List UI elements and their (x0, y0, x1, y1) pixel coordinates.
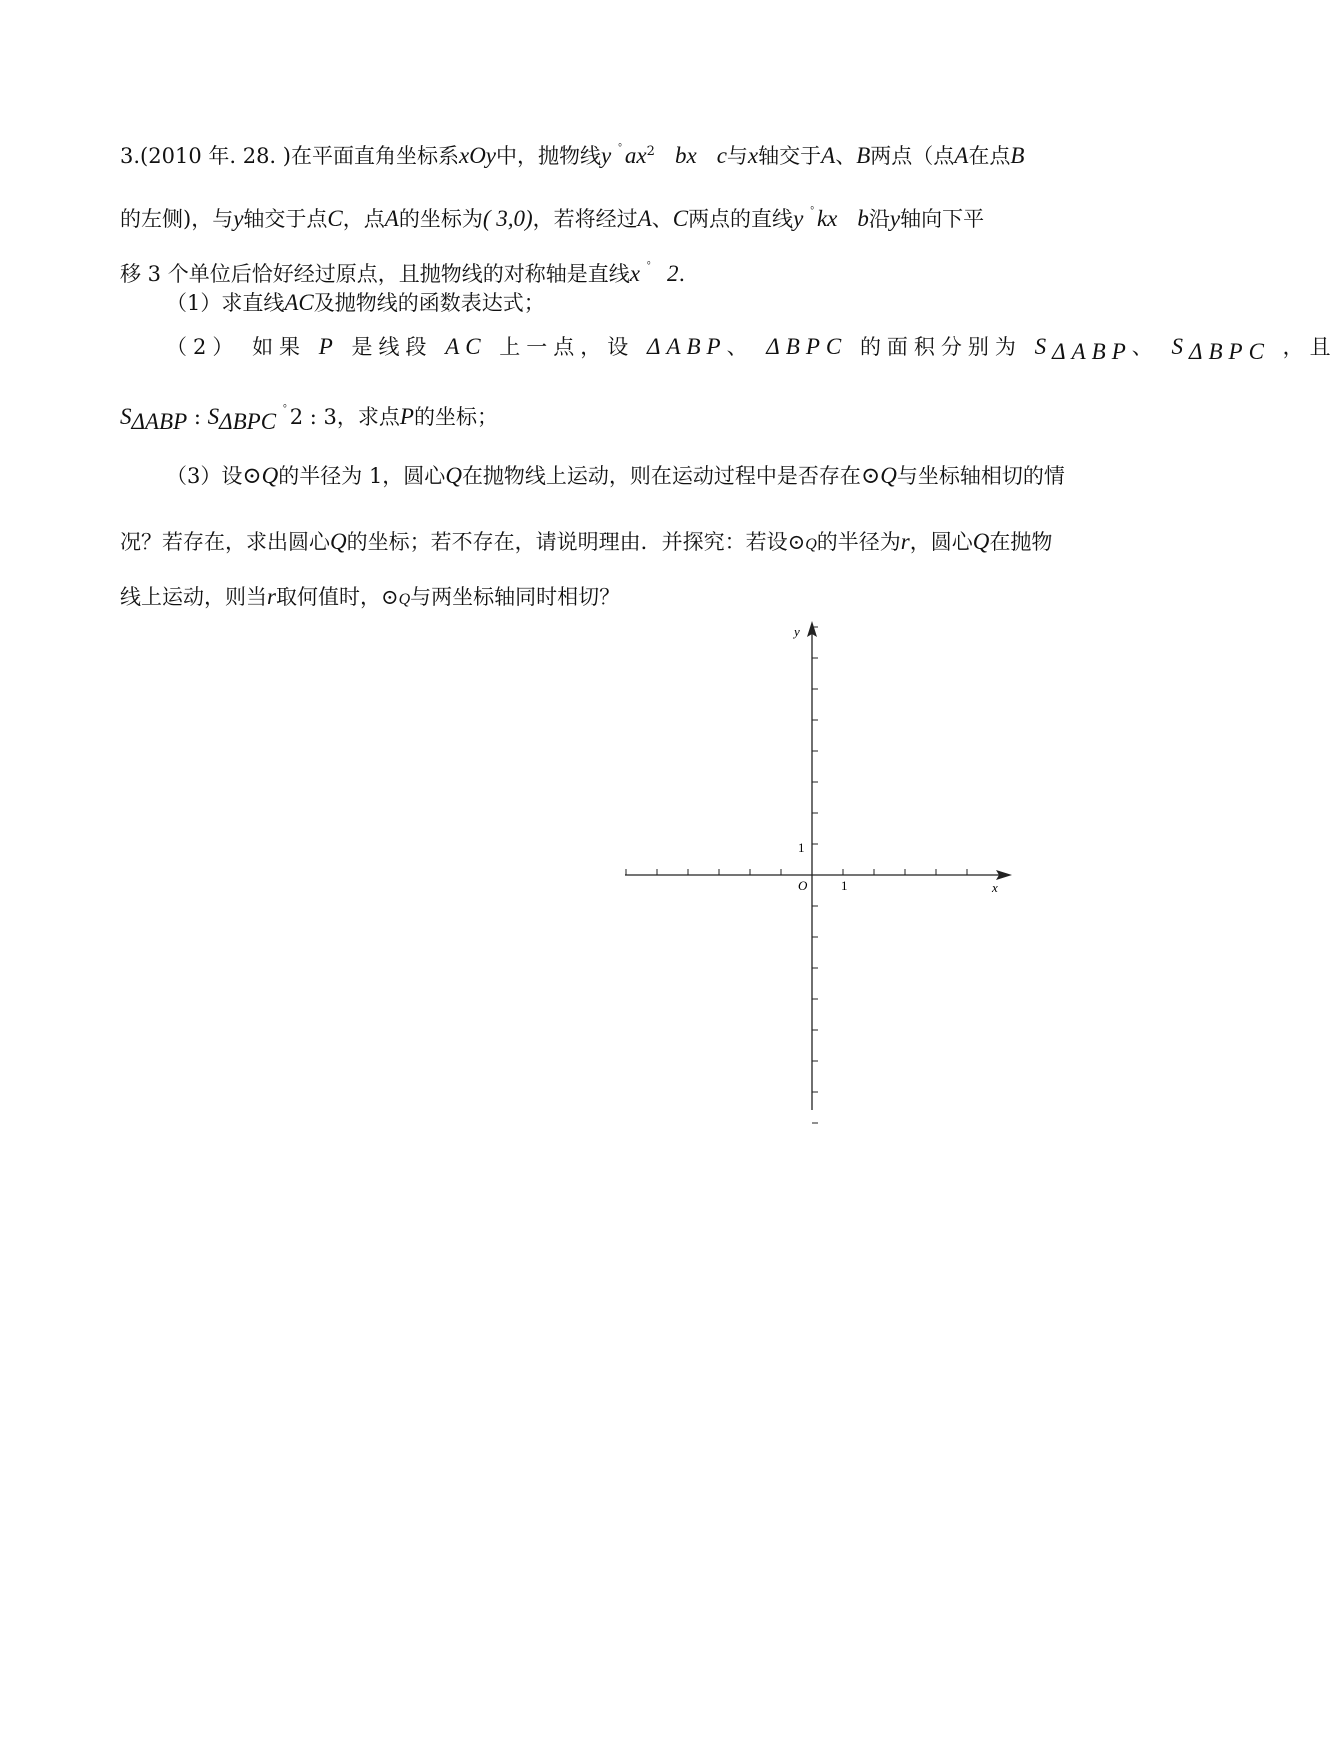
part-3-line-1: （3）设⊙Q的半径为 1，圆心Q在抛物线上运动，则在运动过程中是否存在⊙Q与坐标轴相切的情 (166, 463, 1065, 488)
part-1: （1）求直线AC及抛物线的函数表达式； (166, 290, 545, 315)
y-tick-label-1: 1 (798, 840, 805, 855)
problem-line-2: 的左侧)，与y轴交于点C，点A的坐标为( 3,0)，若将经过A、C两点的直线y $^ﾟ$kx b沿y轴向下平 (120, 206, 985, 231)
part-3-line-2: 况？若存在，求出圆心Q的坐标；若不存在，请说明理由．并探究：若设⊙Q的半径为r，圆心Q在抛物 (120, 529, 1053, 554)
part-2-line-2: $S_{\Delta ABP}$ : $S_{\Delta BPC}$ $^ﾟ$2 : 3，求点P的坐标； (120, 404, 498, 435)
problem-line-1: 3.(2010 年. 28. )在平面直角坐标系xOy中，抛物线y $^ﾟax^2$ bx c与x轴交于A、B两点（点A在点B (120, 143, 1025, 168)
part-3-line-3: 线上运动，则当r取何值时，⊙Q与两坐标轴同时相切？ (120, 584, 621, 609)
problem-source: (2010 年. 28. ) (140, 144, 291, 168)
point-a-coordinate: ( 3,0) (482, 206, 533, 231)
problem-line-3: 移 3 个单位后恰好经过原点，且抛物线的对称轴是直线x $^ﾟ$ 2. (120, 261, 686, 286)
x-axis-label: x (992, 880, 998, 895)
x-tick-label-1: 1 (841, 878, 848, 893)
x-axis-ticks (626, 869, 967, 875)
y-axis-label: y (794, 624, 800, 639)
origin-label: O (798, 878, 808, 893)
problem-number: 3. (120, 144, 141, 168)
part-2-line-1: （2） 如果 P 是线段 AC 上一点，设 ΔABP、 ΔBPC 的面积分别为 $S_{\Delta ABP}$、 $S_{\Delta BPC}$ ，且 (166, 334, 1337, 365)
coordinate-axes-figure (620, 615, 1020, 1135)
